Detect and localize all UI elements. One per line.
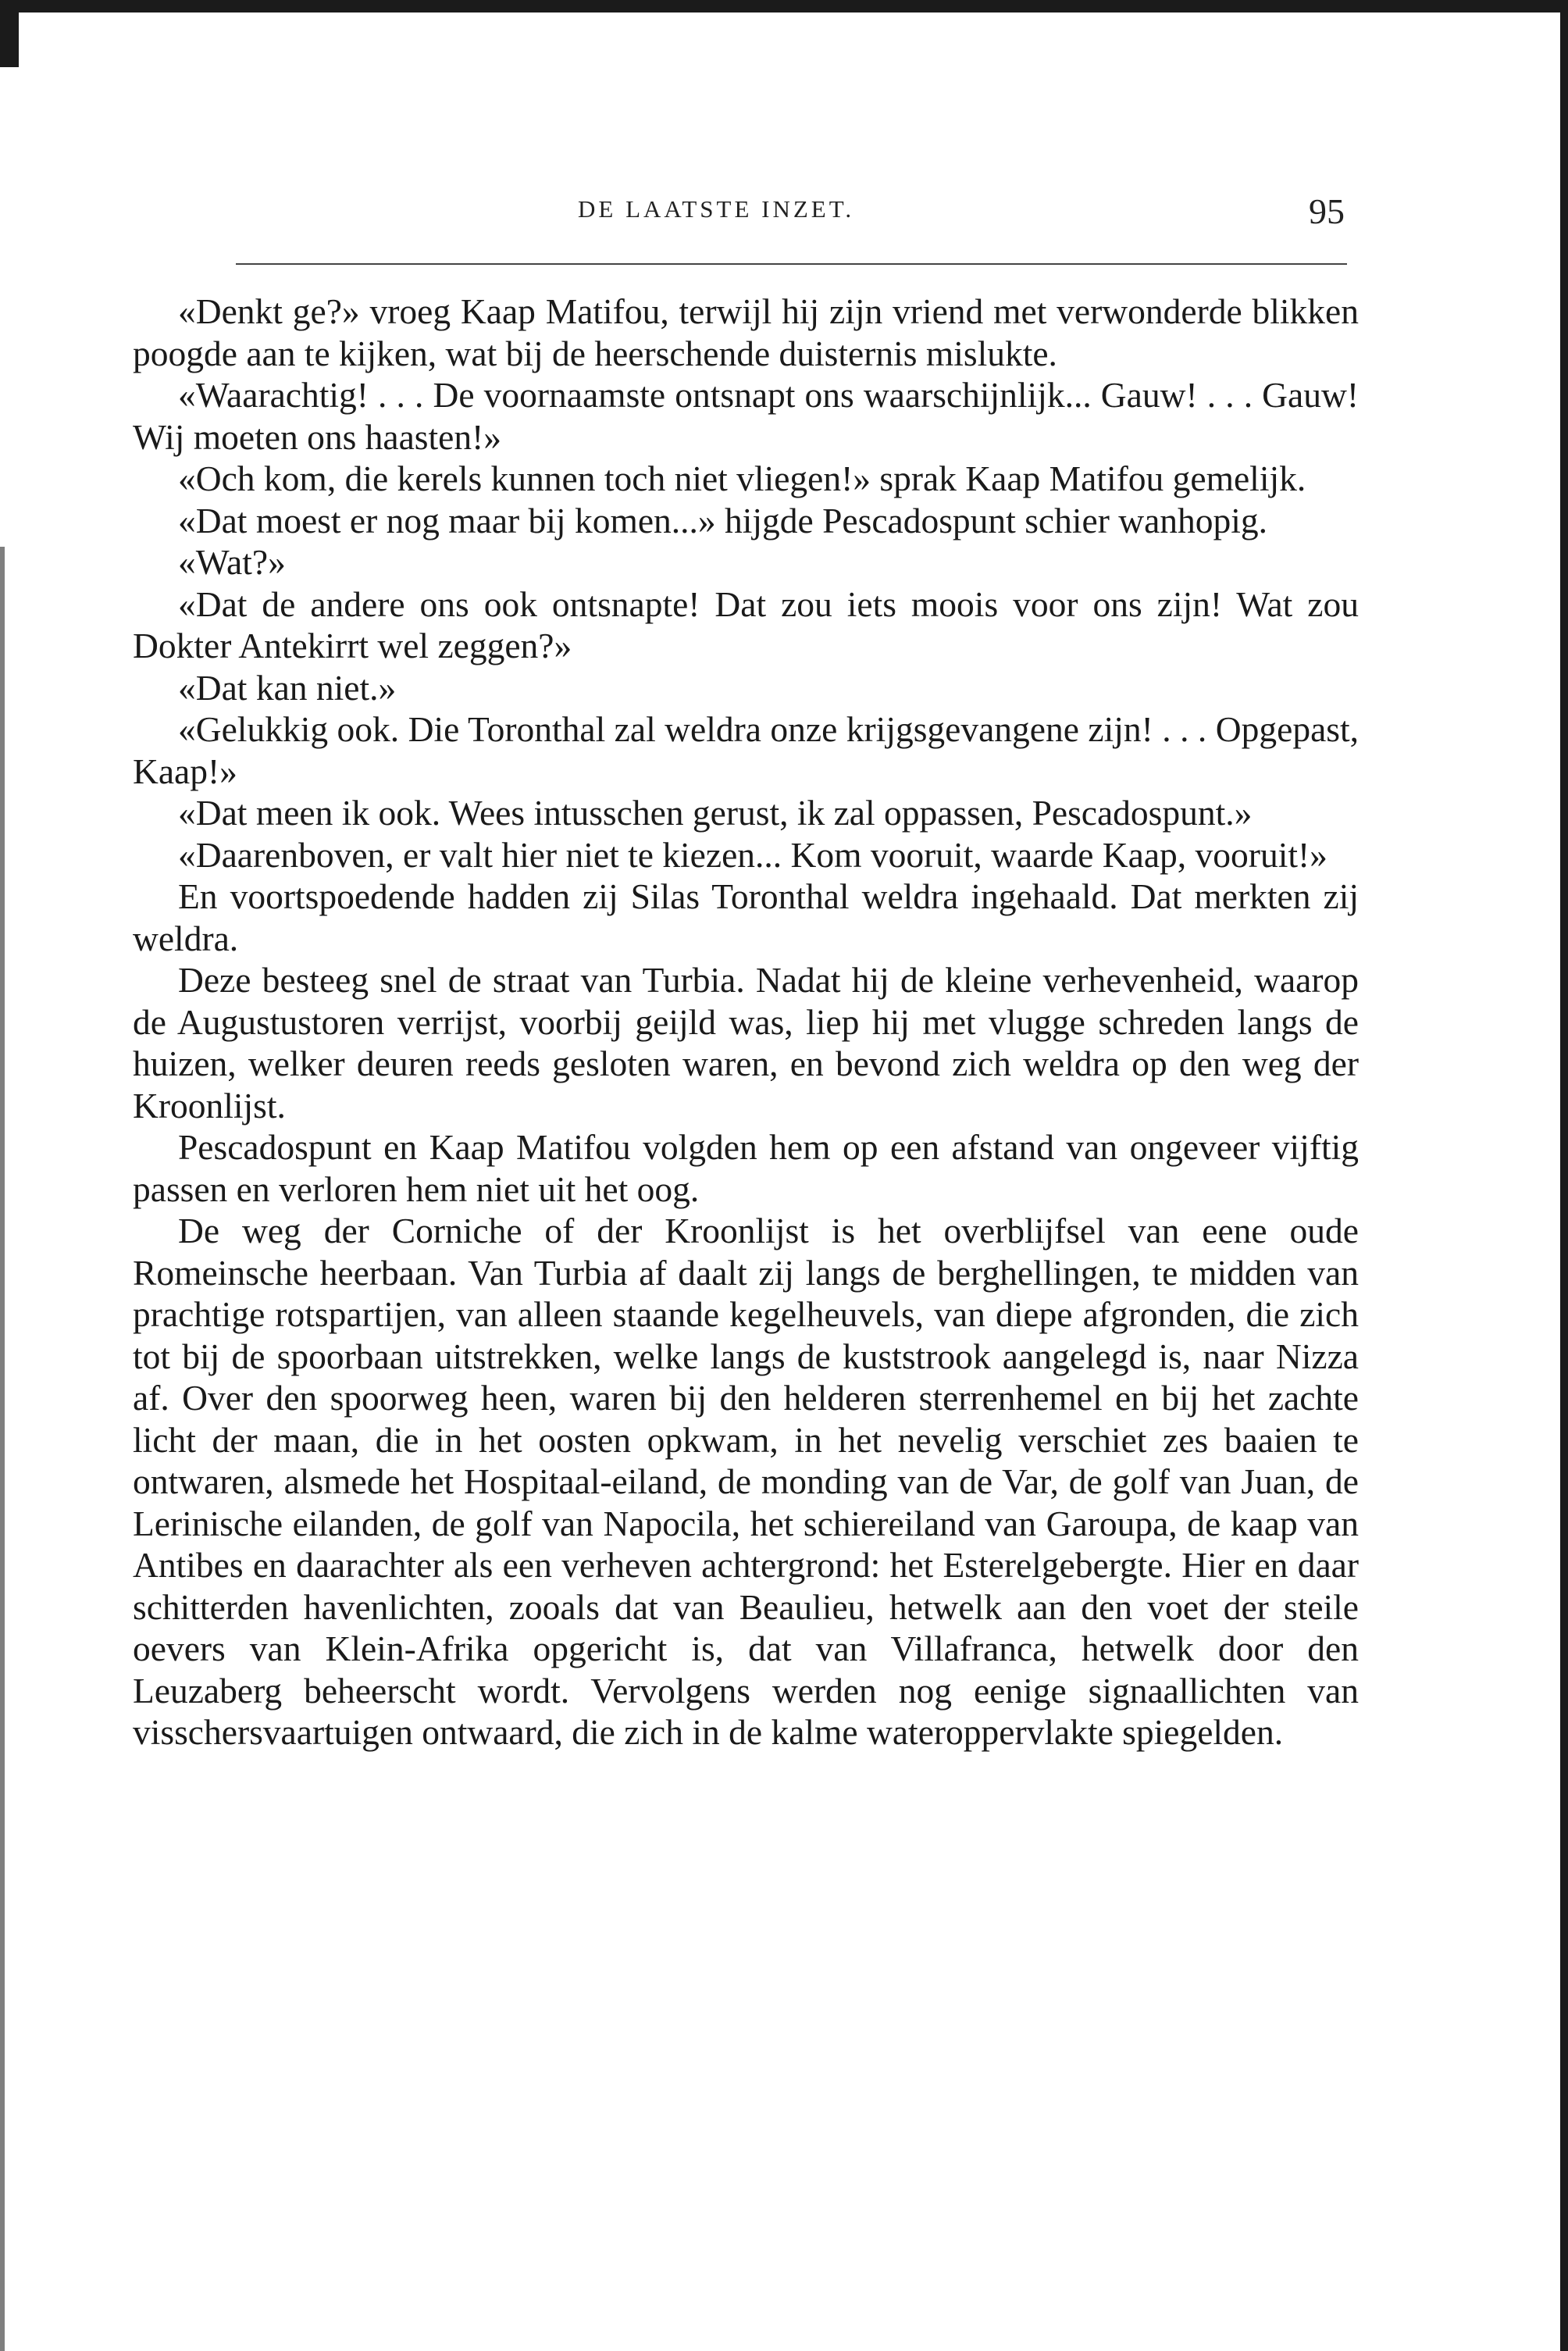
- scan-edge-left: [0, 547, 5, 2351]
- paragraph: De weg der Corniche of der Kroonlijst is het overblijfsel van eene oude Romeinsche heerbaan. Van Turbia af daalt zij langs de berghellingen, te midden van prachtige rotspartijen, van alleen staande kegelheuvels, van diepe afgronden, die zich tot bij de spoorbaan uitstrekken, welke langs de kuststrook aangelegd is, naar Nizza af. Over den spoorweg heen, waren bij den helderen sterrenhemel en bij het zachte licht der maan, die in het oosten opkwam, in het nevelig verschiet zes baaien te ontwaren, alsmede het Hospitaal-eiland, de monding van de Var, de golf van Juan, de Lerinische eilanden, de golf van Napocila, het schiereiland van Garoupa, de kaap van Antibes en daarachter als een verheven achtergrond: het Esterelgebergte. Hier en daar schitterden havenlichten, zooals dat van Beaulieu, hetwelk aan den voet der steile oevers van Klein-Afrika opgericht is, dat van Villafranca, hetwelk door den Leuzaberg beheerscht wordt. Vervolgens werden nog eenige signaallichten van visschersvaartuigen ontwaard, die zich in de kalme wateroppervlakte spiegelden.: [133, 1211, 1359, 1752]
- paragraph: «Dat meen ik ook. Wees intusschen gerust, ik zal oppassen, Pescadospunt.»: [178, 793, 1253, 833]
- paragraph: «Dat de andere ons ook ontsnapte! Dat zou iets moois voor ons zijn! Wat zou Dokter Antekirrt wel zeggen?»: [133, 583, 1359, 665]
- paragraph: «Denkt ge?» vroeg Kaap Matifou, terwijl hij zijn vriend met verwonderde blikken poogde aan te kijken, wat bij de heerschende duisternis mislukte.: [133, 291, 1359, 373]
- paragraph: «Wat?»: [178, 542, 286, 582]
- scan-edge-right: [1560, 0, 1568, 2351]
- paragraph: «Dat kan niet.»: [178, 667, 397, 708]
- page-number: 95: [1309, 191, 1345, 231]
- paragraph: En voortspoedende hadden zij Silas Toronthal weldra ingehaald. Dat merkten zij weldra.: [133, 876, 1359, 958]
- paragraph: Deze besteeg snel de straat van Turbia. Nadat hij de kleine verhevenheid, waarop de Augustustoren verrijst, voorbij geijld was, liep hij met vlugge schreden langs de huizen, welker deuren reeds gesloten waren, en bevond zich weldra op den weg der Kroonlijst.: [133, 960, 1359, 1126]
- paragraph: «Waarachtig! . . . De voornaamste ontsnapt ons waarschijnlijk... Gauw! . . . Gauw! Wij moeten ons haasten!»: [133, 375, 1359, 457]
- paragraph: «Daarenboven, er valt hier niet te kiezen... Kom vooruit, waarde Kaap, vooruit!»: [178, 834, 1327, 875]
- paragraph: «Dat moest er nog maar bij komen...» hijgde Pescadospunt schier wanhopig.: [178, 500, 1268, 540]
- body-text: [133, 291, 1359, 1753]
- scan-edge-top: [0, 0, 1568, 12]
- paragraph: Pescadospunt en Kaap Matifou volgden hem op een afstand van ongeveer vijftig passen en verloren hem niet uit het oog.: [133, 1127, 1359, 1209]
- paragraph: «Gelukkig ook. Die Toronthal zal weldra onze krijgsgevangene zijn! . . . Opgepast, Kaap!»: [133, 709, 1359, 791]
- scan-edge-corner: [0, 12, 19, 67]
- paragraph: «Och kom, die kerels kunnen toch niet vliegen!» sprak Kaap Matifou gemelijk.: [178, 458, 1306, 498]
- header-rule: [236, 263, 1347, 265]
- running-head: DE LAATSTE INZET.: [578, 195, 855, 223]
